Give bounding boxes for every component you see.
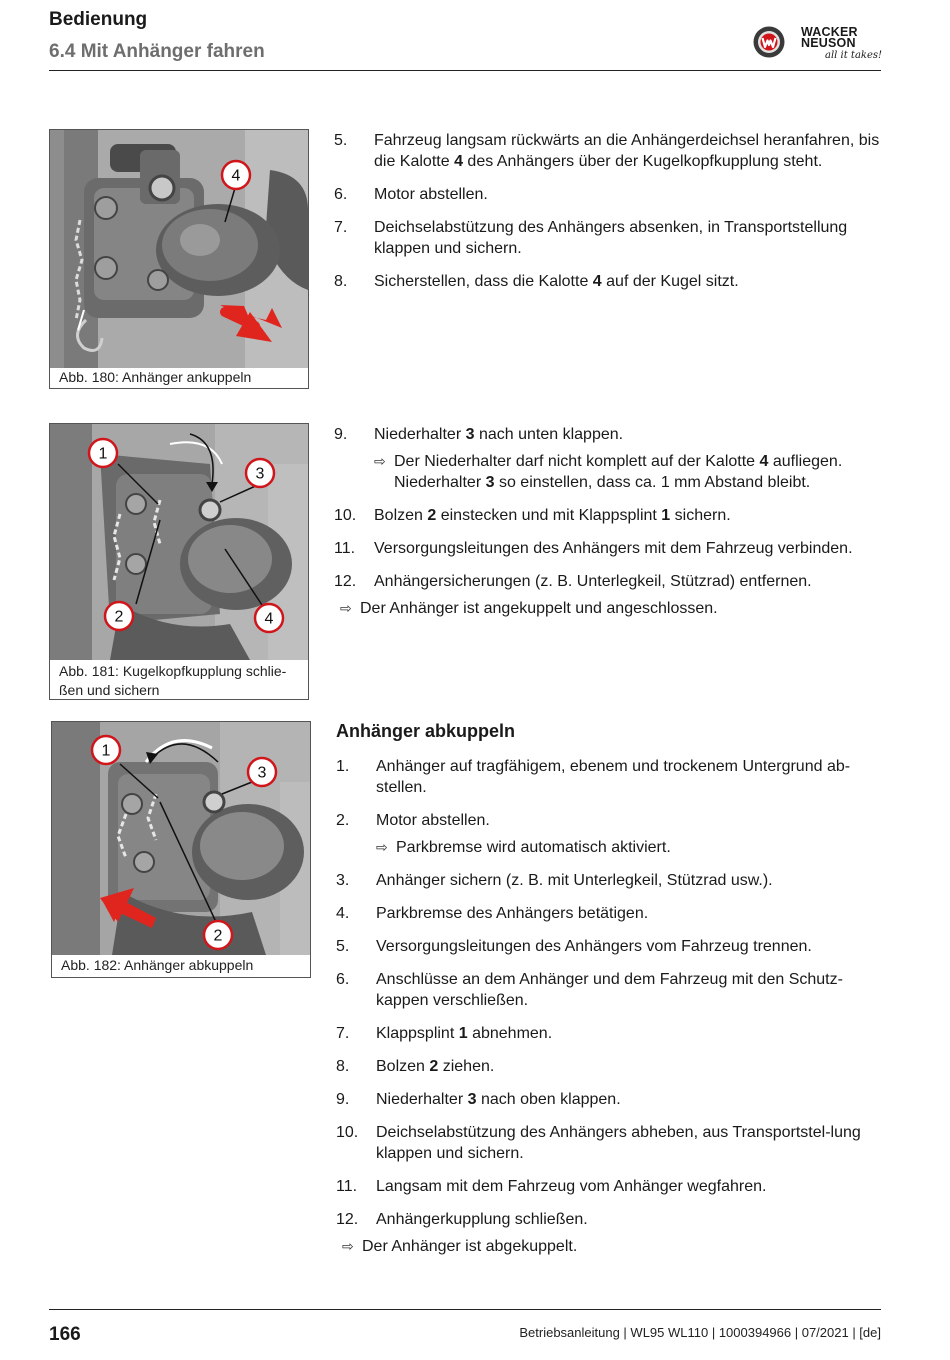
uncouple-step-3: 3. Anhänger sichern (z. B. mit Unterlegkeil, Stützrad usw.).: [336, 872, 773, 889]
uncouple-step-11: 11. Langsam mit dem Fahrzeug vom Anhänger wegfahren.: [336, 1178, 767, 1195]
svg-text:2: 2: [114, 608, 124, 626]
logo-text-wacker: WACKER: [801, 25, 858, 39]
svg-text:3: 3: [257, 764, 267, 782]
footer-divider: [49, 1309, 881, 1310]
uncoupling-final-result: ⇨ Der Anhänger ist abgekuppelt.: [342, 1238, 578, 1255]
svg-text:4: 4: [264, 610, 274, 628]
svg-text:2: 2: [213, 927, 223, 945]
uncouple-step-9: 9. Niederhalter 3 nach oben klappen.: [336, 1091, 621, 1108]
callout-3: [246, 756, 278, 788]
header-divider: [49, 70, 881, 71]
uncouple-step-8: 8. Bolzen 2 ziehen.: [336, 1058, 495, 1075]
figure-181-caption-line1: Abb. 181: Kugelkopfkupplung schlie-: [59, 663, 287, 679]
uncoupling-steps: [336, 756, 882, 1257]
arrow-right-outline-icon: ⇨: [342, 1238, 354, 1254]
uncouple-step-2-result: ⇨ Parkbremse wird automatisch aktiviert.: [376, 839, 671, 856]
uncouple-step-1: 1. Anhänger auf tragfähigem, ebenem und trockenem Untergrund ab-stellen.: [336, 758, 851, 796]
logo-text-neuson: NEUSON: [801, 36, 856, 50]
figure-182-caption: Abb. 182: Anhänger abkuppeln: [61, 957, 254, 973]
coupling-steps-2: [334, 424, 882, 619]
svg-text:4: 4: [231, 167, 241, 185]
step-10: 10. Bolzen 2 einstecken und mit Klappsplint 1 sichern.: [334, 507, 731, 524]
figure-181: [49, 423, 309, 700]
step-7: 7. Deichselabstützung des Anhängers absenken, in Transportstellung klappen und sichern.: [334, 219, 848, 257]
callout-2: [103, 600, 135, 632]
step-9: 9. Niederhalter 3 nach unten klappen. ⇨ Der Niederhalter darf nicht komplett auf der Kalotte 4 aufliegen. Niederhalter 3 so einstellen, dass ca. 1 mm Abstand bleibt.: [334, 424, 882, 493]
uncouple-step-12: 12. Anhängerkupplung schließen.: [336, 1211, 588, 1228]
callout-4: [253, 602, 285, 634]
logo-slogan: all it takes!: [825, 50, 883, 61]
svg-text:1: 1: [98, 445, 108, 463]
svg-text:3: 3: [255, 465, 265, 483]
uncouple-step-6: 6. Anschlüsse an dem Anhänger und dem Fahrzeug mit den Schutz-kappen verschließen.: [336, 971, 843, 1009]
callout-1: [90, 734, 122, 766]
logo-emblem-icon: [752, 25, 786, 59]
arrow-right-outline-icon: ⇨: [376, 839, 388, 855]
step-12: 12. Anhängersicherungen (z. B. Unterlegkeil, Stützrad) entfernen.: [334, 573, 812, 590]
arrow-right-outline-icon: ⇨: [340, 600, 352, 616]
chapter-title: Bedienung: [49, 9, 148, 30]
uncoupling-heading: Anhänger abkuppeln: [336, 721, 516, 741]
arrow-right-outline-icon: ⇨: [374, 453, 386, 469]
step-11: 11. Versorgungsleitungen des Anhängers mit dem Fahrzeug verbinden.: [334, 540, 853, 557]
step-5: 5. Fahrzeug langsam rückwärts an die Anhängerdeichsel heranfahren, bis die Kalotte 4 des Anhängers über der Kugelkopfkupplung steht.: [334, 132, 880, 170]
document-info: Betriebsanleitung | WL95 WL110 | 1000394966 | 07/2021 | [de]: [519, 1325, 881, 1340]
section-title: 6.4 Mit Anhänger fahren: [49, 41, 265, 62]
coupling-final-result: ⇨ Der Anhänger ist angekuppelt und angeschlossen.: [340, 600, 718, 617]
step-6: 6. Motor abstellen.: [334, 186, 488, 203]
uncouple-step-4: 4. Parkbremse des Anhängers betätigen.: [336, 905, 649, 922]
step-8: 8. Sicherstellen, dass die Kalotte 4 auf der Kugel sitzt.: [334, 273, 739, 290]
coupling-steps-1: [334, 130, 882, 304]
callout-3: [244, 457, 276, 489]
page-number: 166: [49, 1324, 81, 1345]
uncouple-step-7: 7. Klappsplint 1 abnehmen.: [336, 1025, 553, 1042]
figure-181-caption: [59, 662, 286, 700]
step-9-result: ⇨ Der Niederhalter darf nicht komplett auf der Kalotte 4 aufliegen. Niederhalter 3 so einstellen, dass ca. 1 mm Abstand bleibt.: [374, 453, 843, 491]
figure-181-caption-line2: ßen und sichern: [59, 682, 160, 698]
figure-180-photo: [50, 130, 308, 368]
wacker-neuson-logo: [750, 22, 885, 66]
svg-text:1: 1: [101, 742, 111, 760]
uncouple-step-2: 2. Motor abstellen. ⇨ Parkbremse wird automatisch aktiviert.: [336, 810, 882, 858]
callout-2: [202, 919, 234, 951]
uncouple-step-5: 5. Versorgungsleitungen des Anhängers vom Fahrzeug trennen.: [336, 938, 812, 955]
callout-4: [220, 159, 252, 191]
callout-1: [87, 437, 119, 469]
figure-182: [51, 721, 311, 978]
figure-180-caption: Abb. 180: Anhänger ankuppeln: [59, 369, 252, 385]
uncouple-step-10: 10. Deichselabstützung des Anhängers abheben, aus Transportstel-lung klappen und sichern.: [336, 1124, 861, 1162]
figure-180: [49, 129, 309, 389]
